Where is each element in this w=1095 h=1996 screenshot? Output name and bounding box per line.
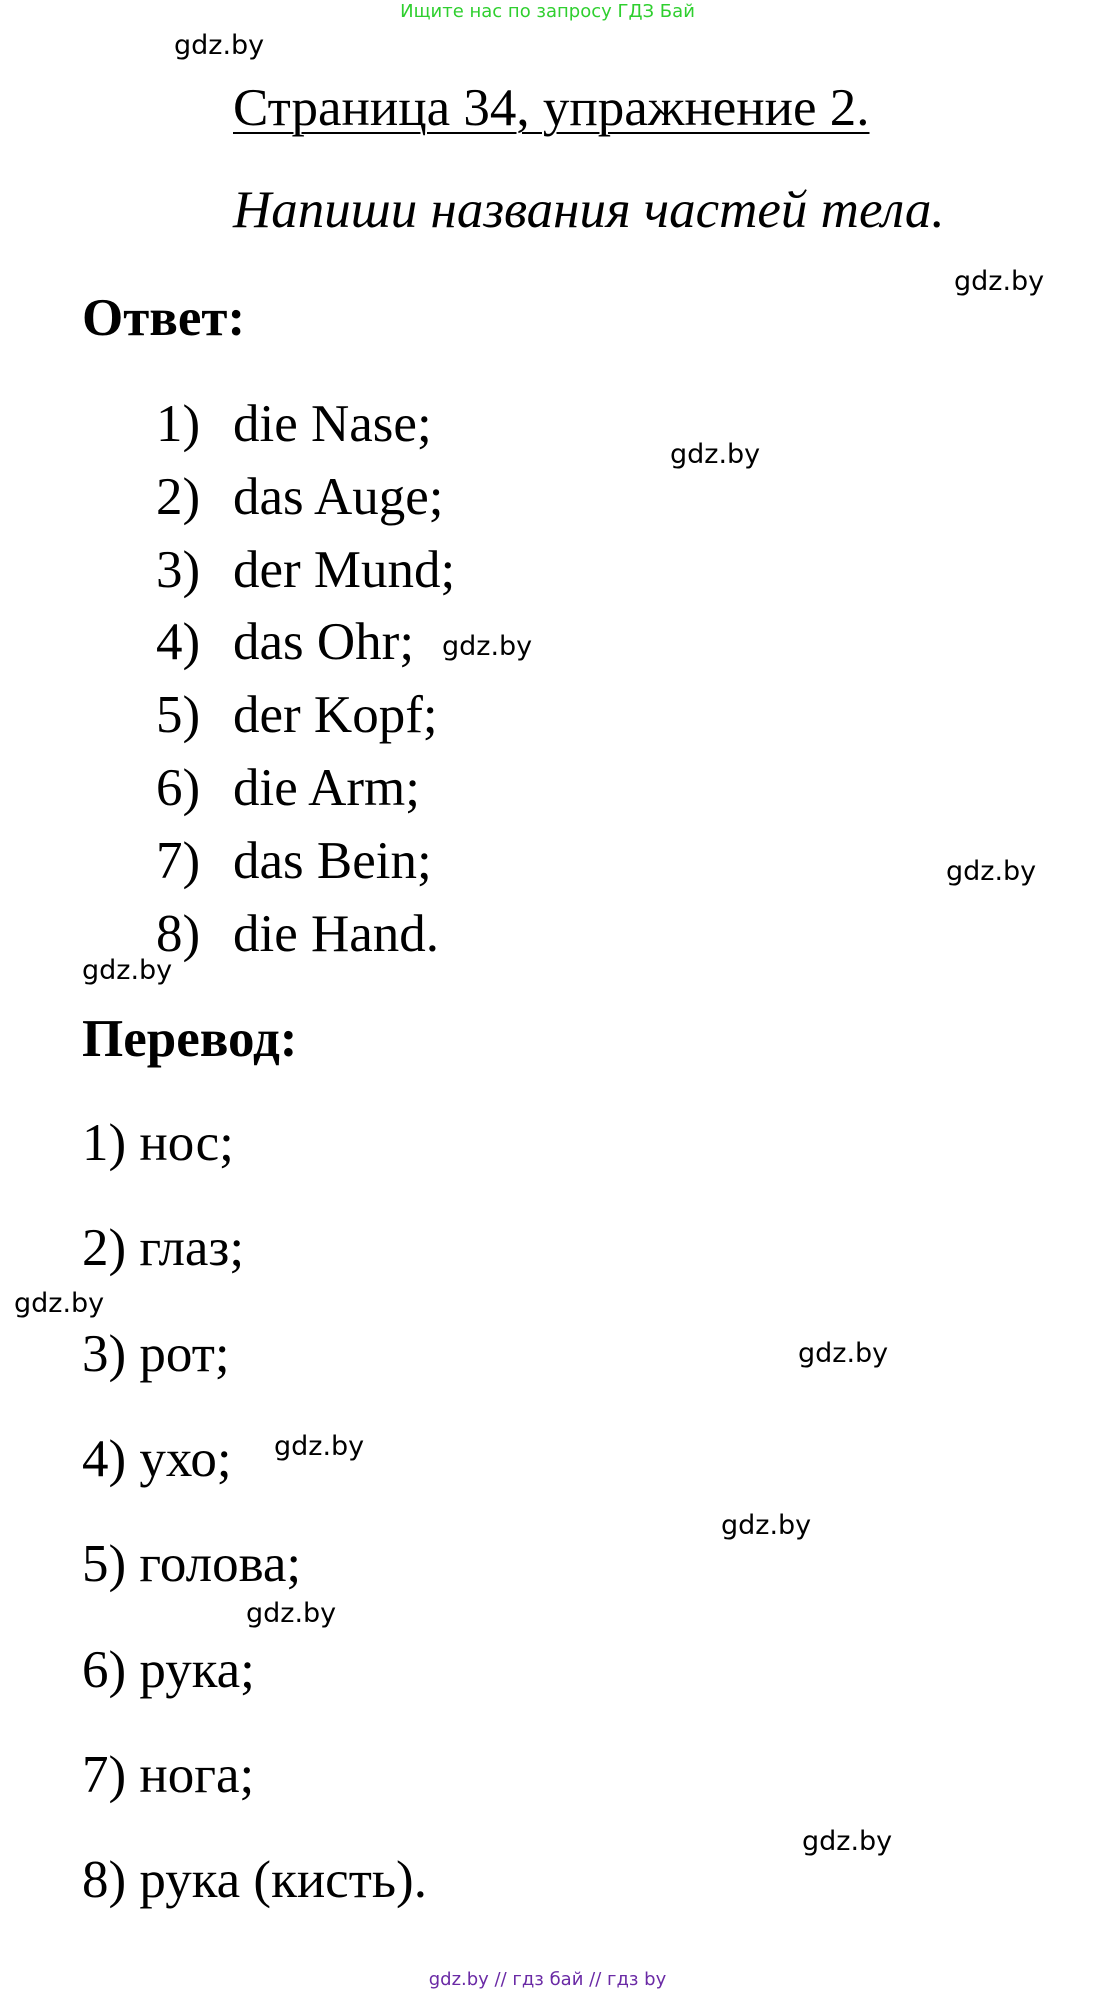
item-number: 7) xyxy=(156,832,201,890)
watermark: gdz.by xyxy=(802,1826,893,1857)
item-number: 3) xyxy=(156,541,201,599)
item-number: 1) xyxy=(156,395,201,453)
watermark: gdz.by xyxy=(246,1598,337,1629)
item-number: 8) xyxy=(156,905,201,963)
list-item: 7) нога; xyxy=(82,1746,255,1804)
watermark: gdz.by xyxy=(946,856,1037,887)
footer-links[interactable]: gdz.by // гдз бай // гдз by xyxy=(428,1969,667,1990)
watermark: gdz.by xyxy=(274,1431,365,1462)
item-number: 2) xyxy=(156,468,201,526)
item-text: das Auge; xyxy=(233,468,444,526)
task-text: Напиши названия частей тела. xyxy=(233,181,945,239)
page-title: Страница 34, упражнение 2. xyxy=(233,79,870,137)
watermark: gdz.by xyxy=(82,955,173,986)
item-number: 4) xyxy=(156,613,201,671)
item-number: 6) xyxy=(156,759,201,817)
watermark: gdz.by xyxy=(798,1338,889,1369)
list-item xyxy=(0,538,700,602)
list-item: 3) рот; xyxy=(82,1325,230,1383)
watermark: gdz.by xyxy=(174,30,265,61)
watermark: gdz.by xyxy=(14,1288,105,1319)
list-item: 1) нос; xyxy=(82,1114,234,1172)
translation-heading: Перевод: xyxy=(82,1010,298,1068)
list-item: 6) рука; xyxy=(82,1641,255,1699)
list-item: 2) глаз; xyxy=(82,1219,245,1277)
watermark: gdz.by xyxy=(670,439,761,470)
item-text: die Arm; xyxy=(233,759,420,817)
list-item: 8) рука (кисть). xyxy=(82,1851,427,1909)
watermark: gdz.by xyxy=(442,631,533,662)
item-text: das Ohr; xyxy=(233,613,415,671)
list-item: 4) ухо; xyxy=(82,1430,232,1488)
list-item xyxy=(0,392,700,456)
item-text: der Mund; xyxy=(233,541,456,599)
answer-heading: Ответ: xyxy=(82,289,246,347)
list-item xyxy=(0,610,700,674)
item-text: die Hand. xyxy=(233,905,440,963)
list-item xyxy=(0,756,700,820)
list-item: 5) голова; xyxy=(82,1535,302,1593)
watermark: gdz.by xyxy=(721,1510,812,1541)
list-item xyxy=(0,465,700,529)
list-item xyxy=(0,829,700,893)
item-text: der Kopf; xyxy=(233,686,438,744)
item-text: die Nase; xyxy=(233,395,432,453)
list-item xyxy=(0,683,700,747)
watermark: gdz.by xyxy=(954,266,1045,297)
top-banner[interactable]: Ищите нас по запросу ГДЗ Бай xyxy=(400,1,695,22)
item-number: 5) xyxy=(156,686,201,744)
item-text: das Bein; xyxy=(233,832,432,890)
